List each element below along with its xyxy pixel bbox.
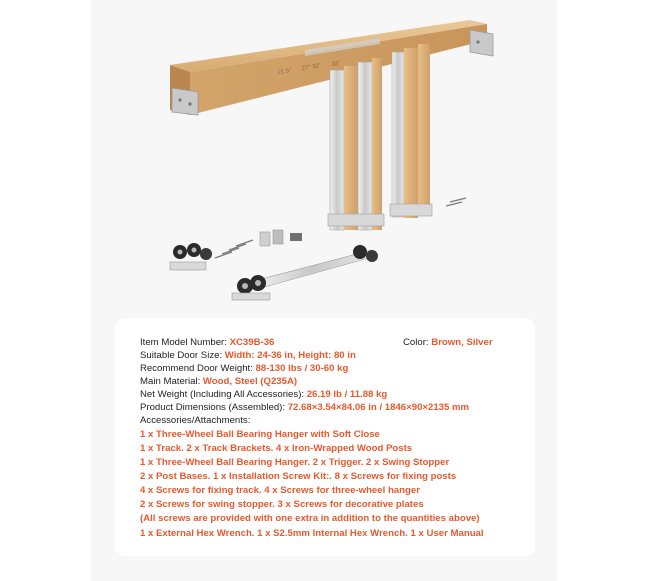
bracket-mark-3: 33": [331, 60, 342, 68]
track-bracket-right: [470, 30, 493, 56]
material-label: Main Material:: [140, 376, 203, 387]
bracket-mark-2: 27" 32": [301, 63, 322, 72]
three-wheel-hanger-left: [170, 243, 212, 270]
material-row: [140, 376, 297, 388]
net-weight-value: 26.19 lb / 11.88 kg: [306, 389, 388, 400]
color-row: [403, 337, 493, 349]
header-beam: [170, 20, 487, 115]
door-weight-label: Recommend Door Weight:: [140, 363, 256, 374]
color-value: Brown, Silver: [431, 337, 493, 348]
door-size-row: [140, 350, 356, 362]
accessory-item: 1 x Track. 2 x Track Brackets. 4 x Iron-Wrapped Wood Posts: [140, 443, 413, 454]
track-bracket-left: [172, 88, 198, 115]
color-label: Color:: [403, 337, 432, 348]
net-weight-row: [140, 389, 387, 401]
screw-set-middle: [215, 240, 253, 258]
track-with-soft-close: [232, 245, 378, 300]
screw-set-right: [446, 198, 466, 206]
dimensions-value: 72.68×3.54×84.06 in / 1846×90×2135 mm: [287, 402, 470, 413]
model-number-row: [140, 337, 274, 349]
accessory-item: 2 x Screws for swing stopper. 3 x Screws for decorative plates: [140, 499, 424, 510]
specification-card: [115, 318, 535, 556]
net-weight-label: Net Weight (Including All Accessories):: [140, 389, 307, 400]
door-size-label: Suitable Door Size:: [140, 350, 225, 361]
material-value: Wood, Steel (Q235A): [202, 376, 298, 387]
accessory-item: 4 x Screws for fixing track. 4 x Screws for three-wheel hanger: [140, 485, 420, 496]
post-left-pair: [328, 58, 384, 230]
accessory-item: 2 x Post Bases. 1 x Installation Screw Kit:. 8 x Screws for fixing posts: [140, 471, 457, 482]
dimensions-label: Product Dimensions (Assembled):: [140, 402, 288, 413]
door-size-value: Width: 24-36 in, Height: 80 in: [224, 350, 356, 361]
accessories-heading: Accessories/Attachments:: [140, 415, 251, 426]
door-weight-value: 88-130 lbs / 30-60 kg: [255, 363, 349, 374]
accessory-item: 1 x Three-Wheel Ball Bearing Hanger. 2 x Trigger. 2 x Swing Stopper: [140, 457, 450, 468]
accessory-item: (All screws are provided with one extra in addition to the quantities above): [140, 513, 480, 524]
door-weight-row: [140, 363, 348, 375]
accessory-item: 1 x External Hex Wrench. 1 x S2.5mm Internal Hex Wrench. 1 x User Manual: [140, 528, 484, 539]
model-number-label: Item Model Number:: [140, 337, 230, 348]
bracket-mark-1: 21.5": [277, 67, 292, 76]
model-number-value: XC39B-36: [229, 337, 275, 348]
dimensions-row: [140, 402, 469, 414]
post-right-pair: [390, 44, 432, 218]
post-base-parts: [260, 230, 302, 246]
accessory-item: 1 x Three-Wheel Ball Bearing Hanger with Soft Close: [140, 429, 380, 440]
